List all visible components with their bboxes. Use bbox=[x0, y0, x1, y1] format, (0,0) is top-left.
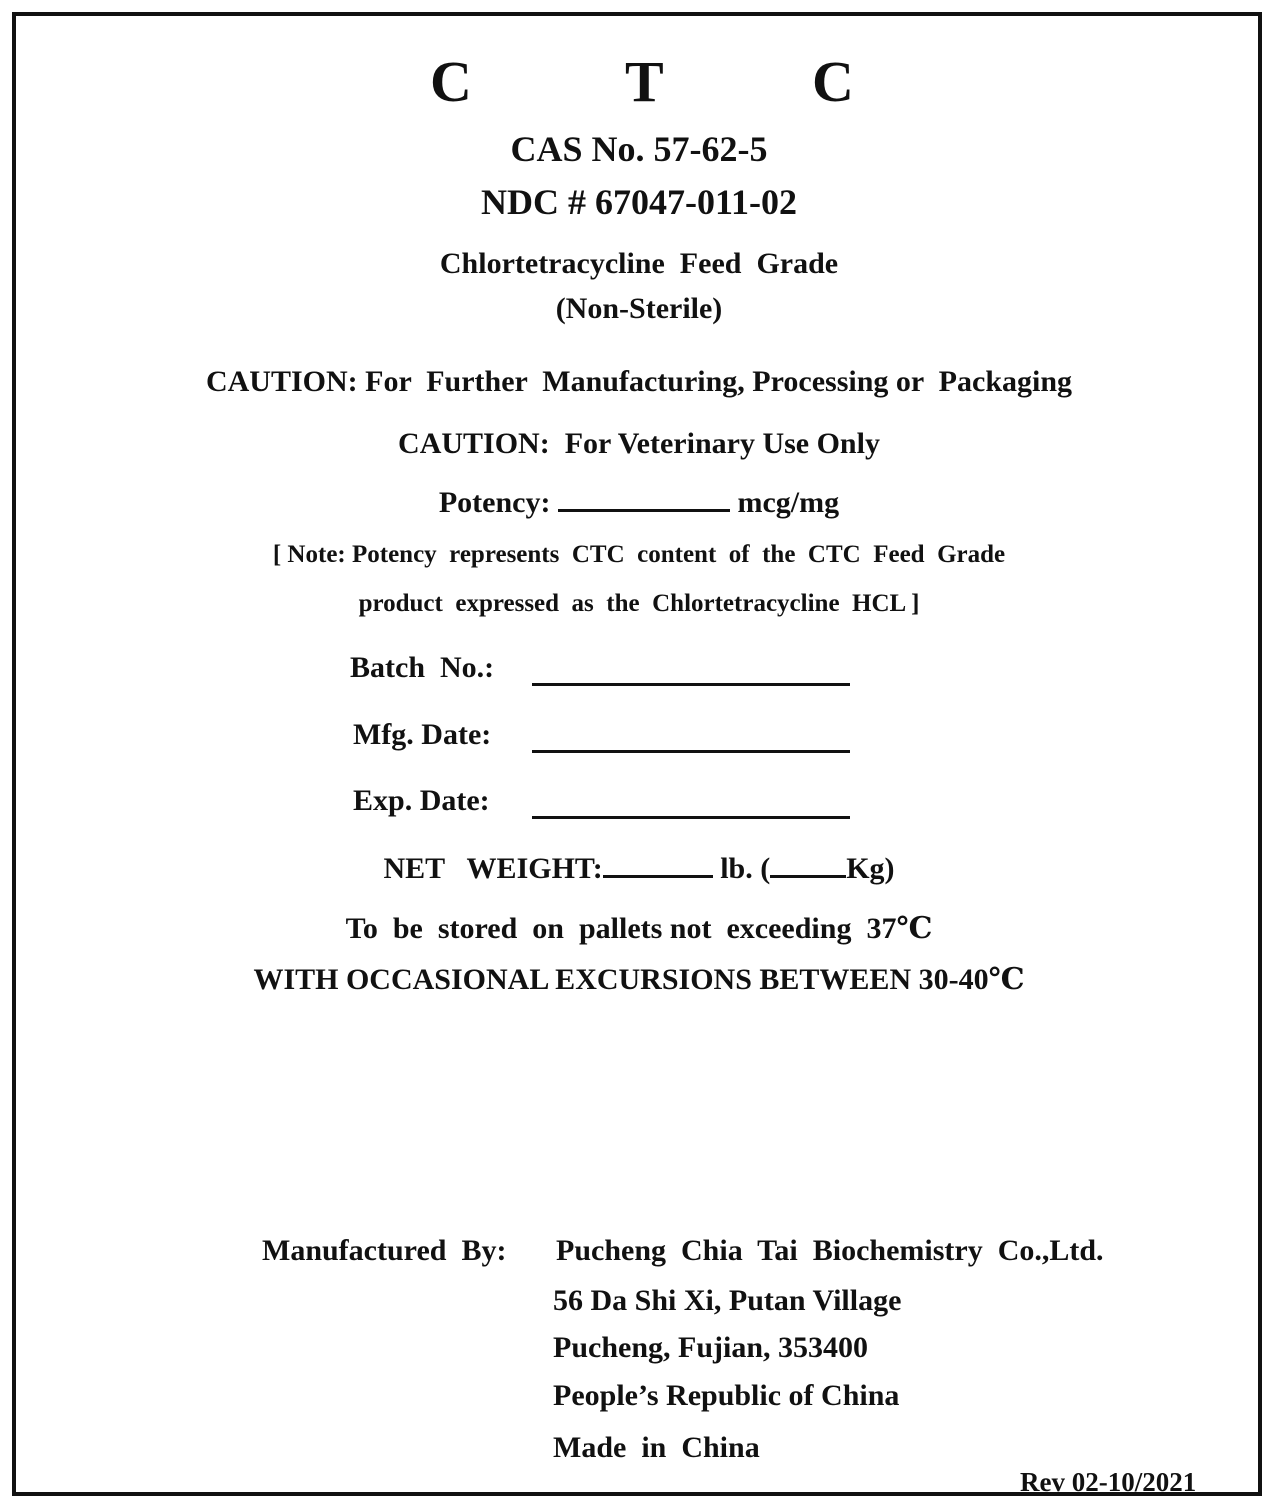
potency-label: Potency: bbox=[438, 486, 551, 519]
potency-note-line2: product expressed as the Chlortetracycline HCL ] bbox=[358, 590, 920, 617]
cas-number: CAS No. 57-62-5 bbox=[510, 129, 768, 169]
net-weight-label: NET WEIGHT: bbox=[383, 852, 603, 885]
net-weight-kg: Kg) bbox=[846, 852, 895, 885]
potency-row bbox=[0, 485, 1278, 521]
sterility-note: (Non-Sterile) bbox=[555, 292, 723, 325]
product-name: Chlortetracycline Feed Grade bbox=[439, 247, 839, 280]
storage-line2: WITH OCCASIONAL EXCURSIONS BETWEEN 30-40℃ bbox=[253, 963, 1025, 996]
net-weight-lb-blank bbox=[603, 875, 713, 878]
net-weight-row bbox=[0, 851, 1278, 887]
title-letter-c2: C bbox=[812, 49, 854, 114]
manufacturer-name: Pucheng Chia Tai Biochemistry Co.,Ltd. bbox=[556, 1234, 1104, 1267]
title-letter-t: T bbox=[625, 49, 664, 114]
manufacturer-label: Manufactured By: bbox=[262, 1234, 507, 1267]
storage-line1: To be stored on pallets not exceeding 37℃ bbox=[345, 912, 933, 945]
net-weight-lb: lb. ( bbox=[720, 852, 771, 885]
net-weight-kg-blank bbox=[770, 875, 846, 878]
revision-number: Rev 02-10/2021 bbox=[1020, 1467, 1197, 1497]
manufacturer-country: People’s Republic of China bbox=[553, 1379, 900, 1412]
label-border bbox=[12, 12, 1262, 1496]
ndc-number: NDC # 67047-011-02 bbox=[481, 182, 797, 222]
mfg-date-blank bbox=[532, 750, 850, 753]
manufacturer-address1: 56 Da Shi Xi, Putan Village bbox=[553, 1284, 902, 1317]
title-letter-c1: C bbox=[430, 49, 472, 114]
batch-label: Batch No.: bbox=[350, 651, 495, 684]
caution-veterinary: CAUTION: For Veterinary Use Only bbox=[398, 427, 880, 460]
potency-unit: mcg/mg bbox=[737, 486, 840, 519]
potency-blank bbox=[558, 509, 730, 512]
made-in-china: Made in China bbox=[553, 1431, 760, 1464]
exp-date-label: Exp. Date: bbox=[353, 784, 490, 817]
manufacturer-address2: Pucheng, Fujian, 353400 bbox=[553, 1331, 869, 1364]
mfg-date-label: Mfg. Date: bbox=[353, 718, 492, 751]
exp-date-blank bbox=[532, 816, 850, 819]
batch-blank bbox=[532, 683, 850, 686]
potency-note-line1: [ Note: Potency represents CTC content of the CTC Feed Grade bbox=[272, 541, 1006, 568]
caution-manufacturing: CAUTION: For Further Manufacturing, Processing or Packaging bbox=[205, 365, 1073, 398]
